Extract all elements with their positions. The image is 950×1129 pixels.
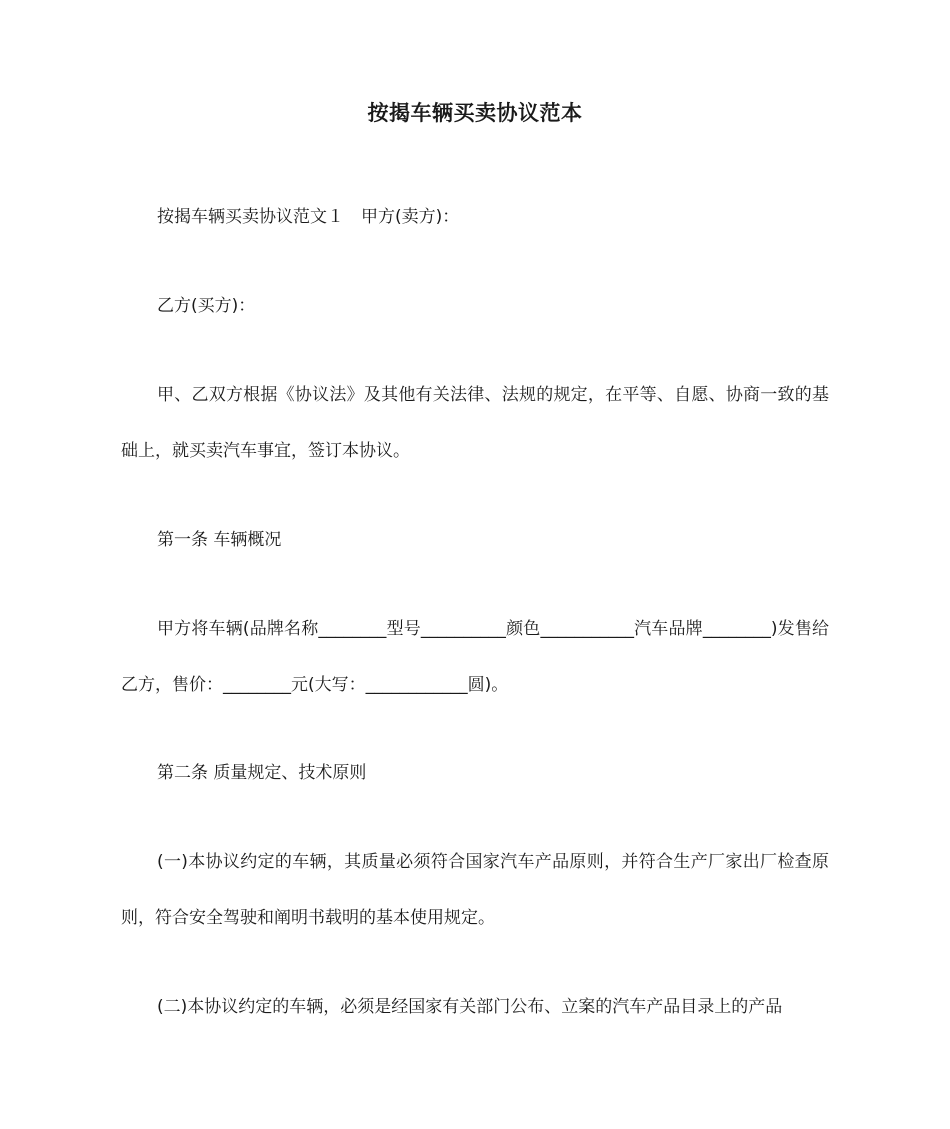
paragraph-preamble: 甲、乙双方根据《协议法》及其他有关法律、法规的规定，在平等、自愿、协商一致的基础上，就买卖汽车事宜，签订本协议。 (121, 385, 829, 461)
article-1-heading: 第一条 车辆概况 (157, 530, 282, 550)
paragraph-intro-party-a: 按揭车辆买卖协议范文１ 甲方(卖方)： (157, 207, 460, 227)
paragraph-party-b: 乙方(买方)： (157, 296, 256, 316)
article-2-clause-1: (一)本协议约定的车辆，其质量必须符合国家汽车产品原则，并符合生产厂家出厂检查原则，符合安全驾驶和阐明书载明的基本使用规定。 (121, 852, 829, 928)
document-title: 按揭车辆买卖协议范本 (367, 101, 583, 125)
article-2-heading: 第二条 质量规定、技术原则 (157, 763, 367, 783)
article-2-clause-2: (二)本协议约定的车辆，必须是经国家有关部门公布、立案的汽车产品目录上的产品 (157, 997, 783, 1017)
article-1-body: 甲方将车辆(品牌名称________型号__________颜色___________汽车品牌________)发售给乙方，售价：________元(大写：____________圆)。 (121, 619, 829, 695)
